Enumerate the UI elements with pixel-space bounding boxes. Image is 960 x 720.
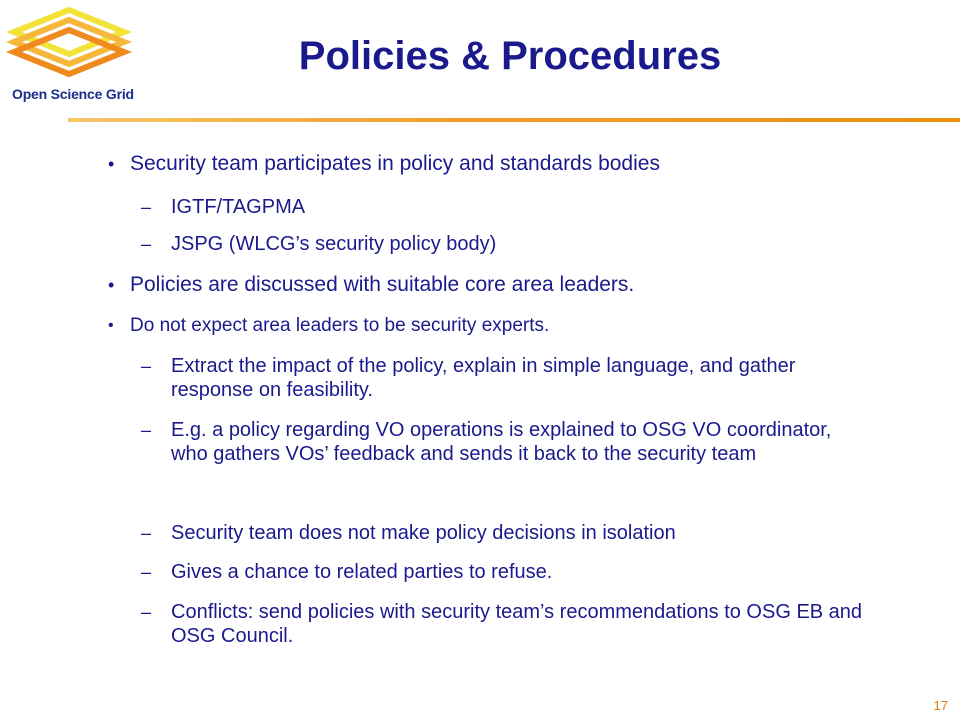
logo-wordmark: Open Science Grid <box>12 86 134 102</box>
list-subitem-text: IGTF/TAGPMA <box>171 196 306 218</box>
list-subitem-text: Conflicts: send policies with security team’s recommendations to OSG EB and OSG Council. <box>171 601 863 647</box>
list-subitem <box>141 232 871 256</box>
list-subitem <box>141 418 871 466</box>
dash-icon: – <box>141 197 152 217</box>
list-item <box>108 152 910 176</box>
dash-icon: – <box>141 420 152 440</box>
bullet-icon: • <box>108 275 115 295</box>
list-subitem <box>141 354 871 402</box>
list-subitem-text: JSPG (WLCG’s security policy body) <box>171 233 497 255</box>
osg-logo-icon <box>4 4 134 86</box>
list-subitem-text: E.g. a policy regarding VO operations is explained to OSG VO coordinator, who gathers VOs’ feedback and sends it back to the security team <box>171 419 832 465</box>
dash-icon: – <box>141 602 152 622</box>
list-subitem <box>141 521 871 545</box>
dash-icon: – <box>141 234 152 254</box>
slide-title: Policies & Procedures <box>298 34 722 78</box>
title-divider <box>68 118 960 122</box>
list-item-text: Policies are discussed with suitable core area leaders. <box>130 273 635 296</box>
list-item <box>108 315 910 337</box>
list-subitem <box>141 195 871 219</box>
list-item-text: Do not expect area leaders to be security experts. <box>130 315 550 336</box>
bullet-icon: • <box>108 317 114 334</box>
list-item <box>108 273 910 297</box>
list-subitem-text: Security team does not make policy decisions in isolation <box>171 522 676 544</box>
list-subitem-text: Gives a chance to related parties to refuse. <box>171 561 553 583</box>
dash-icon: – <box>141 562 152 582</box>
list-subitem-text: Extract the impact of the policy, explain in simple language, and gather response on feasibility. <box>171 355 796 401</box>
list-item-text: Security team participates in policy and standards bodies <box>130 152 660 175</box>
list-subitem <box>141 600 871 648</box>
list-subitem <box>141 560 871 584</box>
dash-icon: – <box>141 356 152 376</box>
osg-logo <box>0 0 150 112</box>
page-number: 17 <box>933 698 948 713</box>
dash-icon: – <box>141 523 152 543</box>
bullet-icon: • <box>108 154 115 174</box>
